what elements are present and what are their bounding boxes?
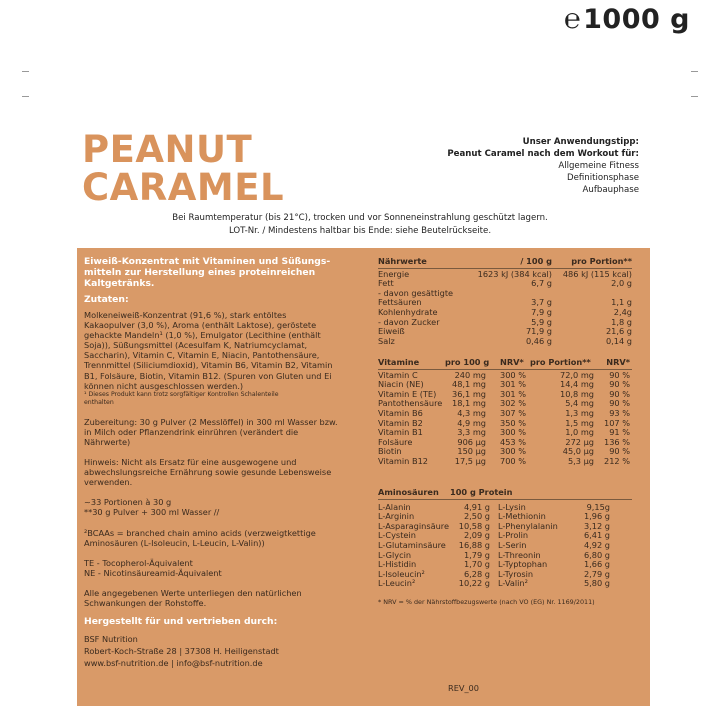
amino-value: 4,92 g [583,539,610,550]
usage-tip-item: Aufbauphase [582,185,639,195]
vitamin-per100: 150 µg [457,446,486,457]
vitamins-header [378,358,632,368]
portions-line: **30 g Pulver + 300 ml Wasser // [84,507,220,518]
nutrition-row [378,318,632,328]
nutrient-portion: 2,4g [613,306,632,317]
amino-header-per100: 100 g Protein [450,487,513,497]
vitamin-nrv-portion: 93 % [609,407,630,418]
nutrient-label: - davon gesättigte [378,287,454,298]
amino-value: 10,58 g [458,520,490,531]
vitamin-nrv: 307 % [499,407,526,418]
amino-value: 1,79 g [463,549,490,560]
vitamin-label: Folsäure [378,436,413,447]
preparation-line: in Milch oder Pflanzendrink einrühren (verändert die [84,426,299,437]
nutrient-label: Fett [378,278,394,289]
vitamin-per100: 906 µg [457,436,486,447]
vitamin-nrv-portion: 212 % [603,455,630,466]
vitamins-header-nrv-portion: NRV* [606,357,630,367]
usage-tip-heading: Unser Anwendungstipp: [522,137,639,147]
vitamin-per100: 36,1 mg [451,388,486,399]
vitamin-label: Vitamin B6 [378,407,423,418]
amino-label: L-Serin [498,539,527,550]
vitamin-per100: 4,9 mg [457,417,486,428]
vitamin-portion: 45,0 µg [562,446,594,457]
vitamin-nrv-portion: 90 % [609,388,630,399]
nutrition-row [378,270,632,280]
abbrev-line: TE - Tocopherol-Äquivalent [84,557,193,568]
amino-value: 6,28 g [463,568,490,579]
vitamin-label: Vitamin C [378,369,418,380]
nutrition-header [378,257,632,267]
vitamin-portion: 14,4 mg [559,379,594,390]
nutrition-table [378,257,632,346]
amino-label: L-Typtophan [498,559,548,570]
amino-label: L-Threonin [498,549,541,560]
ingredients-line: können nicht ausgeschlossen werden.) [84,380,244,391]
amino-label: L-Methionin [498,511,546,522]
headline-line: Eiweiß-Konzentrat mit Vitaminen und Süßungs- [84,256,331,267]
vitamins-header-label: Vitamine [378,357,420,367]
preparation-line: Zubereitung: 30 g Pulver (2 Messlöffel) in 300 ml Wasser bzw. [84,416,338,427]
amino-header-label: Aminosäuren [378,487,439,497]
vitamin-nrv-portion: 136 % [603,436,630,447]
amino-value: 9,15g [586,501,610,512]
vitamin-nrv: 453 % [499,436,526,447]
nutrient-label: Energie [378,268,410,279]
vitamin-portion: 10,8 mg [559,388,594,399]
vitamin-label: Vitamin E (TE) [378,388,437,399]
amino-header [378,488,632,498]
footnote-line: enthalten [84,398,114,406]
vitamin-label: Biotin [378,446,402,457]
nutrient-per100: 5,9 g [531,316,552,327]
amino-value: 1,96 g [583,511,610,522]
nutrient-per100: 0,46 g [525,335,552,346]
vitamin-per100: 17,5 µg [454,455,486,466]
amino-value: 10,22 g [458,578,490,589]
vitamins-header-per100: pro 100 g [445,357,490,367]
vitamin-per100: 3,3 mg [457,427,486,438]
abbreviations [84,558,350,578]
nutrition-header-per100: / 100 g [520,256,552,266]
usage-tip-item: Allgemeine Fitness [558,161,639,171]
ingredients-line: Trennmittel (Siliciumdioxid), Vitamin B6, Vitamin B2, Vitamin [84,360,333,371]
variation-note [84,588,350,608]
hint-line: abwechslungsreiche Ernährung sowie gesunde Lebensweise [84,467,332,478]
storage-line: Bei Raumtemperatur (bis 21°C), trocken und vor Sonneneinstrahlung geschützt lagern. [172,213,548,223]
vitamin-row [378,457,632,467]
crop-mark [691,71,698,72]
vitamin-nrv: 300 % [499,446,526,457]
bcaa-line: Aminosäuren (L-Isoleucin, L-Leucin, L-Valin)) [84,537,265,548]
vitamin-portion: 72,0 mg [559,369,594,380]
estimated-sign: ℮ [563,2,582,35]
vitamin-nrv-portion: 90 % [609,369,630,380]
amino-label: L-Leucin² [378,578,416,589]
vitamin-portion: 5,3 µg [567,455,594,466]
portions-line: ~33 Portionen à 30 g [84,497,172,508]
vitamin-nrv: 300 % [499,369,526,380]
nutrient-label: - davon Zucker [378,316,440,327]
nutrient-portion: 486 kJ (115 kcal) [562,268,632,279]
vitamin-nrv: 302 % [499,398,526,409]
nutrient-per100: 3,7 g [531,297,552,308]
bcaa-line: ²BCAAs = branched chain amino acids (verzweigtkettige [84,527,316,538]
vitamins-table [378,358,632,467]
variation-line: Alle angegebenen Werte unterliegen den natürlichen [84,587,302,598]
vitamin-nrv-portion: 91 % [609,427,630,438]
ingredients-line: gehackte Mandeln¹ (1,0 %), Emulgator (Lecithine (enthält [84,330,321,341]
vitamin-portion: 5,4 mg [565,398,594,409]
usage-tip-subheading: Peanut Caramel nach dem Workout für: [447,149,639,159]
vitamin-nrv: 350 % [499,417,526,428]
headline-line: mitteln zur Herstellung eines proteinreichen [84,267,316,278]
amino-label: L-Lysin [498,501,526,512]
nutrient-portion: 0,14 g [605,335,632,346]
ingredients-line: Soja)), Süßungsmittel (Acesulfam K, Natriumcyclamat, [84,340,308,351]
amino-value: 2,50 g [463,511,490,522]
maker [84,633,350,669]
amino-value: 6,80 g [583,549,610,560]
nutrient-label: Salz [378,335,395,346]
nutrient-portion: 1,1 g [611,297,632,308]
usage-tip [447,136,639,196]
vitamin-label: Vitamin B1 [378,427,423,438]
vitamin-per100: 4,3 mg [457,407,486,418]
vitamin-nrv-portion: 90 % [609,398,630,409]
nutrient-per100: 6,7 g [531,278,552,289]
amino-row [378,579,632,589]
storage-info [0,212,720,237]
vitamin-rows [378,371,632,467]
crop-mark [691,96,698,97]
vitamin-portion: 1,5 mg [565,417,594,428]
amino-label: L-Glutaminsäure [378,539,446,550]
nutrient-per100: 7,9 g [531,306,552,317]
vitamin-nrv-portion: 90 % [609,446,630,457]
amino-label: L-Histidin [378,559,417,570]
amino-label: L-Glycin [378,549,412,560]
vitamin-per100: 240 mg [454,369,486,380]
maker-address: Robert-Koch-Straße 28 | 37308 H. Heiligenstadt [84,646,279,657]
maker-name: BSF Nutrition [84,634,138,645]
ingredients-line: Kakaopulver (3,0 %), Aroma (enthält Laktose), geröstete [84,320,317,331]
usage-tip-item: Definitionsphase [566,173,639,183]
ingredients-text [84,310,350,391]
amino-value: 4,91 g [463,501,490,512]
amino-label: L-Tyrosin [498,568,534,579]
amino-value: 3,12 g [583,520,610,531]
vitamin-per100: 48,1 mg [451,379,486,390]
divider [378,499,632,500]
vitamin-portion: 1,0 mg [565,427,594,438]
vitamin-label: Niacin (NE) [378,379,424,390]
amino-rows [378,503,632,589]
product-title-line1: PEANUT [82,128,253,171]
hint [84,457,350,487]
amino-label: L-Prolin [498,530,529,541]
footnote-line: ¹ Dieses Produkt kann trotz sorgfältiger Kontrollen Schalenteile [84,390,279,398]
net-weight-value: 1000 g [583,4,690,35]
vitamin-per100: 18,1 mg [451,398,486,409]
nutrient-per100: 71,9 g [525,326,552,337]
amino-value: 1,66 g [583,559,610,570]
amino-label: L-Cystein [378,530,416,541]
nutrient-label: Kohlenhydrate [378,306,438,317]
amino-value: 2,09 g [463,530,490,541]
vitamin-nrv: 700 % [499,455,526,466]
crop-mark [22,71,29,72]
nutrient-portion: 1,8 g [611,316,632,327]
nutrient-portion: 2,0 g [611,278,632,289]
vitamin-portion: 1,3 mg [565,407,594,418]
nutrition-header-label: Nährwerte [378,256,427,266]
product-title-line2: CARAMEL [82,166,285,209]
vitamins-header-nrv: NRV* [500,357,524,367]
net-weight [564,2,690,36]
vitamin-nrv: 301 % [499,379,526,390]
amino-label: L-Valin² [498,578,528,589]
vitamin-nrv-portion: 107 % [603,417,630,428]
portions [84,497,350,517]
ingredients-line: B1, Folsäure, Biotin, Vitamin B12. (Spuren von Gluten und Ei [84,370,332,381]
variation-line: Schwankungen der Rohstoffe. [84,597,207,608]
vitamin-label: Vitamin B12 [378,455,429,466]
hint-line: verwenden. [84,477,133,488]
amino-value: 16,88 g [458,539,490,550]
amino-label: L-Asparaginsäure [378,520,450,531]
nutrition-row [378,337,632,347]
amino-label: L-Arginin [378,511,415,522]
vitamin-label: Vitamin B2 [378,417,423,428]
revision-code: REV_00 [448,683,479,693]
crop-mark [22,96,29,97]
nutrient-label: Eiweiß [378,326,405,337]
headline-line: Kaltgetränks. [84,278,155,289]
vitamin-nrv: 300 % [499,427,526,438]
preparation-line: Nährwerte) [84,436,131,447]
amino-table [378,488,632,589]
amino-label: L-Isoleucin² [378,568,425,579]
bcaa-note [84,528,350,548]
vitamin-label: Pantothensäure [378,398,443,409]
nutrition-row [378,327,632,337]
nutrient-portion: 21,6 g [605,326,632,337]
ingredients-line: Molkeneiweiß-Konzentrat (91,6 %), stark entöltes [84,310,287,320]
vitamins-header-portion: pro Portion** [530,357,591,367]
nutrition-header-portion: pro Portion** [571,256,632,266]
preparation [84,417,350,447]
maker-contact: www.bsf-nutrition.de | info@bsf-nutrition.de [84,658,263,669]
amino-value: 6,41 g [583,530,610,541]
ingredients-line: Saccharin), Vitamin C, Vitamin E, Niacin, Pantothensäure, [84,350,320,361]
amino-value: 5,80 g [583,578,610,589]
nutrient-per100: 1623 kJ (384 kcal) [477,268,552,279]
maker-label: Hergestellt für und vertrieben durch: [84,616,278,628]
amino-label: L-Alanin [378,501,411,512]
left-column [84,256,350,669]
nutrition-rows [378,270,632,347]
storage-line: LOT-Nr. / Mindestens haltbar bis Ende: siehe Beutelrückseite. [228,225,492,236]
amino-value: 2,79 g [583,568,610,579]
vitamin-nrv-portion: 90 % [609,379,630,390]
hint-line: Hinweis: Nicht als Ersatz für eine ausgewogene und [84,457,297,468]
ingredients-label: Zutaten: [84,294,129,305]
vitamin-nrv: 301 % [499,388,526,399]
nrv-footnote: * NRV = % der Nährstoffbezugswerte (nach VO (EG) Nr. 1169/2011) [378,598,595,606]
abbrev-line: NE - Nicotinsäureamid-Äquivalent [84,567,222,578]
product-title [82,128,285,209]
nutrient-label: Fettsäuren [378,297,422,308]
amino-label: L-Phenylalanin [498,520,558,531]
vitamin-portion: 272 µg [565,436,594,447]
amino-value: 1,70 g [463,559,490,570]
